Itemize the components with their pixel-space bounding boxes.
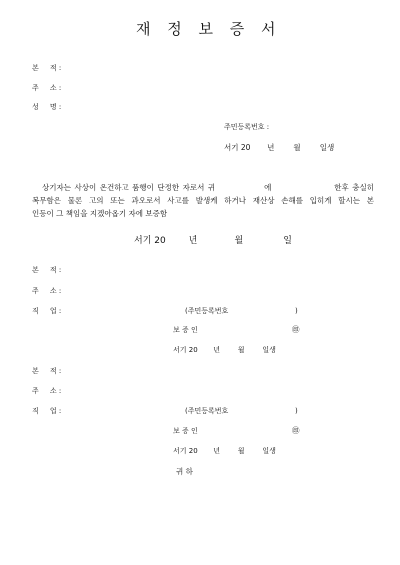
statement-line-1: 상기자는 사상이 온건하고 품행이 단정한 자로서 귀 에 한후 충실히 bbox=[42, 183, 374, 192]
document-title: 재 정 보 증 서 bbox=[136, 20, 282, 38]
guarantor1-job-label: 직 업 : bbox=[32, 307, 62, 315]
resident-number-label: 주민등록번호 : bbox=[224, 123, 270, 131]
guarantor1-seal-mark: ㊞ bbox=[292, 325, 300, 334]
guarantor2-seal-mark: ㊞ bbox=[292, 426, 300, 435]
guarantee-statement bbox=[32, 181, 374, 220]
guarantor1-signer-label: 보 증 인 bbox=[173, 326, 198, 334]
name-label: 성 명 : bbox=[32, 103, 62, 111]
guarantor1-birth-date: 서기 20 년 월 일생 bbox=[173, 346, 276, 354]
guarantor2-resident-number: (주민등록번호 ) bbox=[185, 407, 298, 415]
document-date: 서기 20 년 월 일 bbox=[134, 236, 292, 246]
guarantor2-birth-date: 서기 20 년 월 일생 bbox=[173, 447, 276, 455]
guarantor1-address-label: 주 소 : bbox=[32, 287, 62, 295]
guarantor2-address-label: 주 소 : bbox=[32, 387, 62, 395]
statement-line-3: 인등이 그 책임을 지겠아옵기 자에 보증함 bbox=[32, 209, 168, 218]
recipient-honorific: 귀 하 bbox=[176, 467, 193, 476]
guarantor2-domicile-label: 본 적 : bbox=[32, 367, 62, 375]
domicile-label: 본 적 : bbox=[32, 64, 62, 72]
guarantor2-job-label: 직 업 : bbox=[32, 407, 62, 415]
guarantor1-resident-number: (주민등록번호 ) bbox=[185, 307, 298, 315]
birth-date-line: 서기 20 년 월 일생 bbox=[224, 143, 335, 152]
guarantor2-signer-label: 보 증 인 bbox=[173, 427, 198, 435]
guarantor1-domicile-label: 본 적 : bbox=[32, 266, 62, 274]
statement-line-2: 복무함은 물론 고의 또는 과오로서 사고를 발생케 하거나 재산상 손해를 입히게 할시는 본 bbox=[32, 196, 374, 205]
address-label: 주 소 : bbox=[32, 84, 62, 92]
